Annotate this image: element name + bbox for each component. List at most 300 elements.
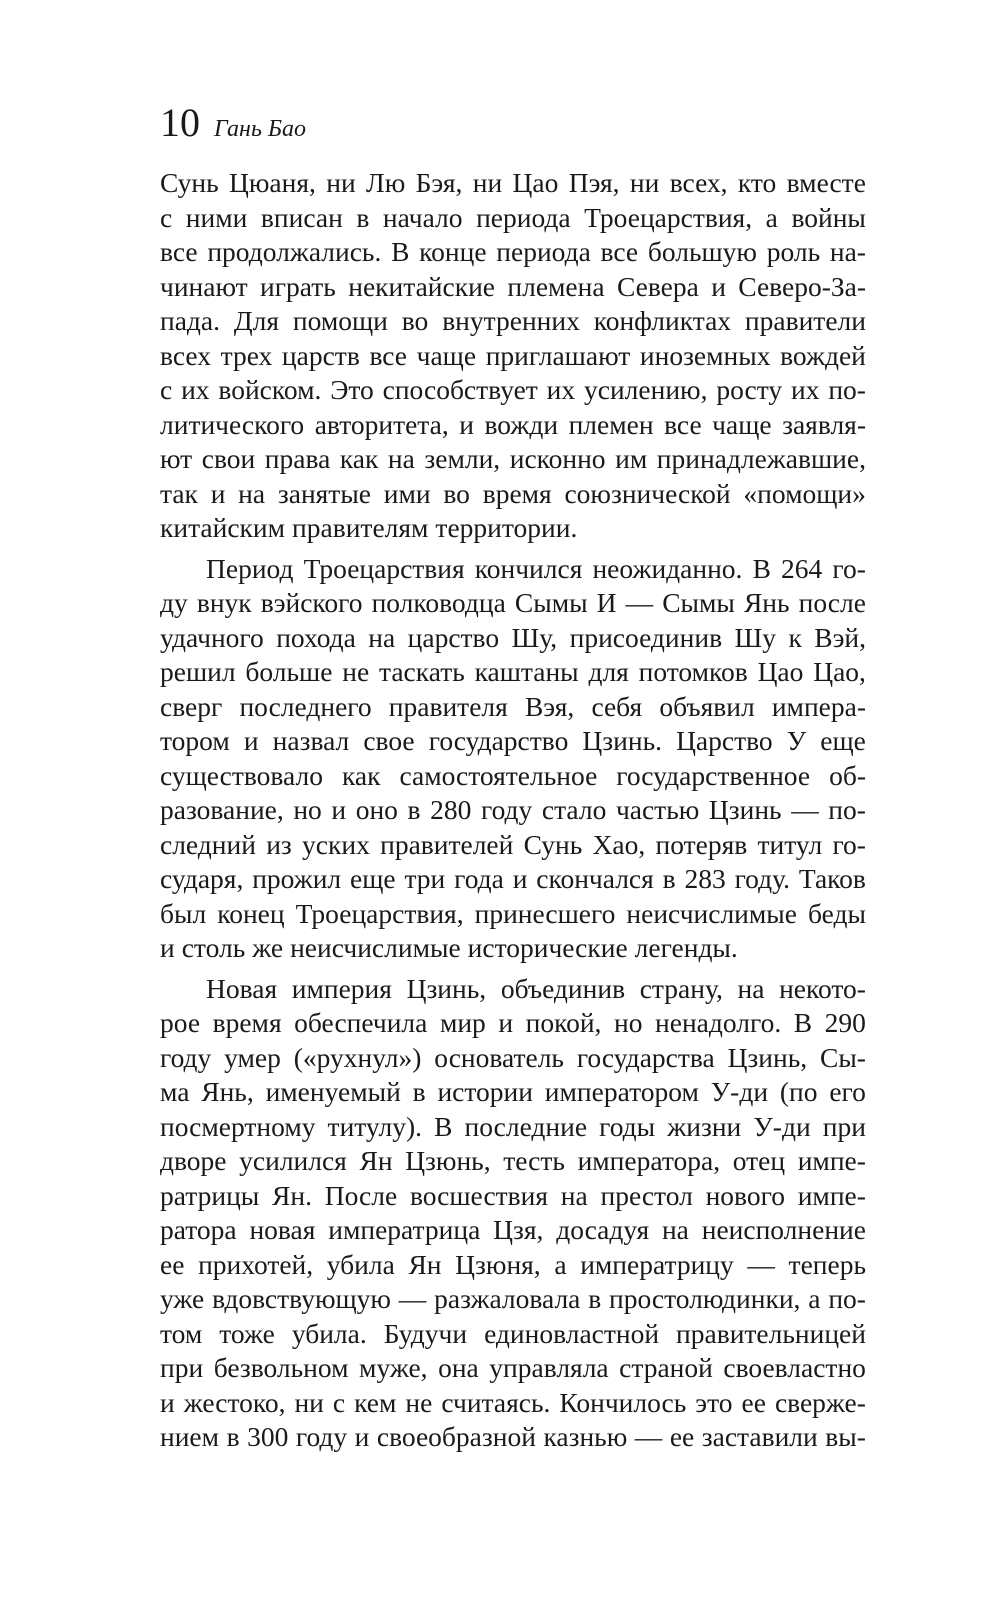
word: на bbox=[387, 443, 415, 474]
word: Цзя, bbox=[493, 1214, 544, 1245]
word: вдовствующую bbox=[212, 1283, 391, 1314]
word: еще bbox=[350, 863, 396, 894]
word: внук bbox=[196, 587, 252, 618]
word: Цзинь. bbox=[582, 725, 662, 756]
word: году bbox=[480, 794, 533, 825]
word: в bbox=[588, 1283, 602, 1314]
word: посмертному bbox=[160, 1110, 316, 1142]
word: сверже- bbox=[774, 1386, 866, 1418]
word: императрица bbox=[328, 1214, 481, 1245]
word: Сунь bbox=[523, 828, 583, 860]
word: 283 bbox=[684, 863, 726, 894]
word: присоединив bbox=[569, 621, 723, 653]
text-line bbox=[160, 408, 866, 443]
word: все bbox=[369, 339, 408, 371]
text-line bbox=[160, 655, 866, 690]
running-title: Гань Бао bbox=[214, 116, 307, 142]
word: периода bbox=[476, 201, 571, 233]
word: правительницей bbox=[676, 1317, 866, 1349]
word: государство bbox=[428, 725, 569, 756]
word: неисчислимые bbox=[290, 932, 461, 963]
text-line bbox=[160, 1075, 866, 1110]
word: объявил bbox=[659, 690, 755, 722]
running-head bbox=[160, 98, 306, 148]
word: но bbox=[293, 794, 322, 825]
word: Цзюнь, bbox=[405, 1145, 491, 1176]
word: и bbox=[711, 270, 726, 302]
word: к bbox=[788, 621, 802, 653]
word: империя bbox=[291, 972, 392, 1004]
word: но bbox=[614, 1007, 643, 1038]
word: сударя, bbox=[160, 863, 244, 894]
word: Шу, bbox=[511, 621, 558, 653]
word: в bbox=[412, 1076, 426, 1107]
word: китайским bbox=[160, 512, 286, 543]
word: Бэя, bbox=[415, 167, 463, 198]
word: У-ди bbox=[710, 1076, 769, 1107]
word: вместе bbox=[786, 167, 866, 198]
word: — bbox=[398, 1283, 427, 1314]
word: истории bbox=[437, 1076, 533, 1107]
text-line bbox=[160, 1006, 866, 1041]
word: году bbox=[160, 1041, 212, 1073]
word: себя bbox=[591, 690, 643, 722]
text-line bbox=[160, 1248, 866, 1283]
word: правители bbox=[744, 305, 866, 336]
text-line bbox=[160, 862, 866, 897]
word: своевластно bbox=[723, 1352, 866, 1383]
word: а bbox=[808, 1283, 821, 1314]
word: вписан bbox=[260, 201, 343, 233]
word: племена bbox=[507, 270, 605, 302]
word: своеобразной bbox=[376, 1421, 536, 1452]
paragraph bbox=[160, 166, 866, 546]
word: ма bbox=[160, 1076, 190, 1107]
text-line bbox=[160, 235, 866, 270]
word: авторитета, bbox=[314, 408, 449, 440]
word: убила. bbox=[291, 1317, 367, 1349]
word: Царство bbox=[676, 725, 773, 756]
word: неисчислимые bbox=[626, 897, 797, 929]
word: тесть bbox=[503, 1145, 565, 1176]
word: на bbox=[368, 621, 396, 653]
word: из bbox=[266, 828, 292, 860]
word: вождей bbox=[780, 339, 866, 371]
word: свои bbox=[201, 443, 256, 474]
text-line bbox=[160, 552, 866, 587]
word: Цзинь bbox=[708, 794, 782, 825]
word: — bbox=[634, 1421, 663, 1452]
word: прихотей, bbox=[198, 1248, 314, 1280]
word: Будучи bbox=[383, 1317, 468, 1349]
text-line bbox=[160, 442, 866, 477]
word: ни bbox=[629, 167, 660, 198]
word: и bbox=[331, 794, 347, 825]
word: ни bbox=[472, 167, 503, 198]
text-line bbox=[160, 897, 866, 932]
word: во bbox=[443, 477, 470, 509]
text-line bbox=[160, 586, 866, 621]
text-line bbox=[160, 1179, 866, 1214]
word: ют bbox=[160, 443, 193, 474]
word: «помощи» bbox=[743, 477, 866, 509]
word: именуемый bbox=[265, 1076, 401, 1107]
word: Период bbox=[206, 552, 294, 584]
word: неисполнение bbox=[701, 1214, 866, 1245]
word: права bbox=[264, 443, 331, 474]
word: прожил bbox=[252, 863, 342, 894]
word: вожди bbox=[484, 408, 559, 440]
word: обеспечила bbox=[294, 1007, 428, 1038]
word: как bbox=[341, 759, 381, 791]
word: Вэя, bbox=[524, 690, 575, 722]
word: таскать bbox=[378, 656, 465, 687]
word: и bbox=[160, 1386, 175, 1418]
word: нового bbox=[705, 1179, 785, 1211]
word: императором bbox=[544, 1076, 699, 1107]
word: Цзюня, bbox=[455, 1248, 541, 1280]
text-line bbox=[160, 931, 866, 966]
word: на- bbox=[829, 236, 866, 267]
word: сверг bbox=[160, 690, 223, 722]
text-line bbox=[160, 759, 866, 794]
word: После bbox=[324, 1179, 398, 1211]
word: продолжались. bbox=[207, 236, 382, 267]
word: Сымы bbox=[662, 587, 735, 618]
word: столь bbox=[181, 932, 246, 963]
word: время bbox=[482, 477, 552, 509]
word: занятые bbox=[277, 477, 372, 509]
word: Лю bbox=[366, 167, 406, 198]
page-number: 10 bbox=[160, 100, 200, 145]
word: мир bbox=[439, 1007, 486, 1038]
word: по- bbox=[828, 794, 866, 825]
word: Троецарствия bbox=[303, 552, 465, 584]
word: при bbox=[822, 1110, 866, 1142]
word: государственное bbox=[616, 759, 811, 791]
word: ни bbox=[294, 1386, 324, 1418]
word: всех, bbox=[669, 167, 728, 198]
word: принадлежавшие, bbox=[656, 443, 866, 474]
word: следний bbox=[160, 828, 256, 860]
word: Пэя, bbox=[568, 167, 620, 198]
word: го- bbox=[832, 552, 866, 584]
word: В bbox=[434, 1110, 453, 1142]
word: Цао bbox=[512, 167, 559, 198]
word: В bbox=[391, 236, 410, 267]
word: отец bbox=[732, 1145, 786, 1176]
text-line bbox=[160, 1110, 866, 1145]
word: Сымы bbox=[514, 587, 588, 618]
word: Ян bbox=[408, 1248, 442, 1280]
word: новая bbox=[249, 1214, 316, 1245]
word: чаще bbox=[416, 339, 477, 371]
word: все bbox=[664, 408, 702, 440]
word: их bbox=[546, 374, 576, 405]
word: управляла bbox=[489, 1352, 609, 1383]
word: — bbox=[791, 794, 819, 825]
word: 300 bbox=[247, 1421, 289, 1452]
word: периода bbox=[496, 236, 591, 267]
text-line bbox=[160, 621, 866, 656]
word: способствует bbox=[382, 374, 538, 405]
word: не bbox=[342, 656, 370, 687]
word: разование, bbox=[160, 794, 284, 825]
word: и bbox=[459, 408, 474, 440]
text-line bbox=[160, 166, 866, 201]
word: Сунь bbox=[160, 167, 219, 198]
text-line bbox=[160, 690, 866, 725]
word: а bbox=[554, 1248, 567, 1280]
word: конфликтах bbox=[593, 305, 732, 336]
word: при bbox=[160, 1352, 204, 1383]
word: Это bbox=[330, 374, 374, 405]
text-line bbox=[160, 1351, 866, 1386]
word: еще bbox=[820, 725, 866, 756]
word: и bbox=[210, 477, 226, 509]
paragraph bbox=[160, 972, 866, 1455]
word: на bbox=[661, 1214, 689, 1245]
text-line bbox=[160, 828, 866, 863]
word: уже bbox=[160, 1283, 205, 1314]
text-line bbox=[160, 1213, 866, 1248]
word: ду bbox=[160, 587, 188, 618]
word: У bbox=[786, 725, 807, 756]
word: беды bbox=[808, 897, 866, 929]
word: и bbox=[512, 863, 528, 894]
word: умер bbox=[224, 1041, 281, 1073]
text-line bbox=[160, 1317, 866, 1352]
word: Шу bbox=[734, 621, 776, 653]
word: их bbox=[790, 374, 820, 405]
word: на bbox=[238, 477, 266, 509]
word: это bbox=[695, 1386, 733, 1418]
word: казнью bbox=[543, 1421, 628, 1452]
text-line bbox=[160, 1041, 866, 1076]
word: императора, bbox=[577, 1145, 721, 1176]
word: импера- bbox=[771, 690, 866, 722]
word: некитайские bbox=[348, 270, 495, 302]
text-line bbox=[160, 270, 866, 305]
word: Ян bbox=[359, 1145, 393, 1176]
word: дворе bbox=[160, 1145, 227, 1176]
word: и bbox=[243, 725, 259, 756]
word: усилился bbox=[239, 1145, 347, 1176]
word: Ян. bbox=[272, 1179, 312, 1211]
word: Троецарствия, bbox=[295, 897, 464, 929]
word: свое bbox=[363, 725, 415, 756]
word: играть bbox=[260, 270, 336, 302]
word: трех bbox=[220, 339, 273, 371]
word: кто bbox=[737, 167, 777, 198]
word: Вэй, bbox=[814, 621, 866, 653]
word: году. bbox=[734, 863, 790, 894]
word: годы bbox=[599, 1110, 656, 1142]
word: основатель bbox=[434, 1041, 564, 1073]
word: все bbox=[600, 236, 639, 267]
word: кем bbox=[354, 1386, 397, 1418]
word: Цюаня, bbox=[229, 167, 316, 198]
word: безвольном bbox=[213, 1352, 349, 1383]
word: страну, bbox=[639, 972, 723, 1004]
word: принесшего bbox=[474, 897, 616, 929]
word: об- bbox=[829, 759, 866, 791]
word: государства bbox=[576, 1041, 715, 1073]
text-line bbox=[160, 373, 866, 408]
word: для bbox=[588, 656, 629, 687]
word: оно bbox=[355, 794, 398, 825]
word: ненадолго. bbox=[655, 1007, 782, 1038]
word: исконно bbox=[509, 443, 606, 474]
word: считаясь. bbox=[441, 1386, 551, 1418]
word: племен bbox=[568, 408, 654, 440]
word: по- bbox=[828, 374, 866, 405]
word: тором bbox=[160, 725, 230, 756]
word: роль bbox=[766, 236, 821, 267]
word: тоже bbox=[219, 1317, 275, 1349]
word: Кончилось bbox=[559, 1386, 687, 1418]
word: Северо-За- bbox=[738, 270, 866, 302]
word: — bbox=[747, 1248, 775, 1280]
word: потеряв bbox=[655, 828, 748, 860]
word: («рухнул») bbox=[293, 1041, 422, 1073]
word: Цао bbox=[757, 656, 804, 687]
word: решил bbox=[160, 656, 236, 687]
word: союзнической bbox=[564, 477, 731, 509]
word: чаще bbox=[712, 408, 772, 440]
paragraph bbox=[160, 552, 866, 966]
word: с bbox=[160, 374, 173, 405]
word: импе- bbox=[797, 1179, 866, 1211]
word: титул bbox=[757, 828, 823, 860]
word: жизни bbox=[667, 1110, 742, 1142]
word: Севера bbox=[616, 270, 699, 302]
word: ее bbox=[741, 1386, 766, 1418]
word: иноземных bbox=[639, 339, 771, 371]
word: легенды. bbox=[634, 932, 738, 963]
word: ее bbox=[160, 1248, 185, 1280]
word: царство bbox=[407, 621, 500, 653]
word: императрицу bbox=[580, 1248, 734, 1280]
word: единовластной bbox=[484, 1317, 660, 1349]
word: заставили bbox=[701, 1421, 818, 1452]
text-line bbox=[160, 477, 866, 512]
word: престол bbox=[600, 1179, 693, 1211]
word: внутренних bbox=[442, 305, 580, 336]
word: им bbox=[615, 443, 648, 474]
word: удачного bbox=[160, 621, 264, 653]
word: ратрицы bbox=[160, 1179, 260, 1211]
word: Для bbox=[233, 305, 280, 336]
word: У-ди bbox=[753, 1110, 811, 1142]
word: Цзинь, bbox=[727, 1041, 808, 1073]
word: разжаловала bbox=[434, 1283, 581, 1314]
text-line bbox=[160, 972, 866, 1007]
word: — bbox=[625, 587, 654, 618]
word: Янь bbox=[743, 587, 790, 618]
word: в bbox=[662, 863, 676, 894]
word: ни bbox=[326, 167, 356, 198]
text-line bbox=[160, 511, 866, 546]
word: Таков bbox=[798, 863, 866, 894]
word: правителя bbox=[388, 690, 508, 722]
word: последние bbox=[464, 1110, 588, 1142]
word: все bbox=[160, 236, 198, 267]
word: потомков bbox=[638, 656, 748, 687]
word: стало bbox=[541, 794, 607, 825]
word: литического bbox=[160, 408, 305, 440]
word: го- bbox=[832, 828, 866, 860]
word: и bbox=[498, 1007, 514, 1038]
word: В bbox=[793, 1007, 813, 1038]
word: вэйского bbox=[260, 587, 363, 618]
word: том bbox=[160, 1317, 203, 1349]
word: вы- bbox=[825, 1421, 866, 1452]
word: 280 bbox=[430, 794, 472, 825]
word: начало bbox=[382, 201, 463, 233]
text-line bbox=[160, 304, 866, 339]
word: исторические bbox=[467, 932, 628, 963]
word: Хао, bbox=[592, 828, 646, 860]
word: в bbox=[226, 1421, 240, 1452]
word: Сы- bbox=[819, 1041, 866, 1073]
word: войны bbox=[791, 201, 866, 233]
word: простолюдинки, bbox=[609, 1283, 801, 1314]
word: и bbox=[354, 1421, 370, 1452]
word: их bbox=[181, 374, 210, 405]
word: конец bbox=[217, 897, 285, 929]
word: самостоятельное bbox=[399, 759, 598, 791]
word: ними bbox=[185, 201, 248, 233]
word: и bbox=[160, 932, 175, 963]
word: три bbox=[404, 863, 446, 894]
word: 290 bbox=[824, 1007, 866, 1038]
word: восшествия bbox=[409, 1179, 549, 1211]
word: Цзинь, bbox=[406, 972, 487, 1004]
word: войском. bbox=[218, 374, 322, 405]
word: так bbox=[160, 477, 198, 509]
word: больше bbox=[245, 656, 333, 687]
word: не bbox=[405, 1386, 433, 1418]
text-line bbox=[160, 1282, 866, 1317]
word: существовало bbox=[160, 759, 323, 791]
word: в bbox=[407, 794, 421, 825]
word: земли, bbox=[424, 443, 501, 474]
word: похода bbox=[276, 621, 356, 653]
word: назвал bbox=[272, 725, 350, 756]
word: же bbox=[252, 932, 284, 963]
word: Цао, bbox=[813, 656, 866, 687]
word: росту bbox=[716, 374, 783, 405]
word: ее bbox=[669, 1421, 695, 1452]
word: жестоко, bbox=[183, 1386, 286, 1418]
word: нием bbox=[160, 1421, 220, 1452]
word: частью bbox=[615, 794, 700, 825]
word: помощи bbox=[292, 305, 388, 336]
word: правителей bbox=[380, 828, 514, 860]
word: а bbox=[765, 201, 778, 233]
word: большую bbox=[647, 236, 757, 267]
text-line bbox=[160, 724, 866, 759]
word: его bbox=[829, 1076, 866, 1107]
word: Троецарствия, bbox=[584, 201, 753, 233]
word: она bbox=[438, 1352, 479, 1383]
word: с bbox=[332, 1386, 346, 1418]
word: на bbox=[737, 972, 765, 1004]
word: царств bbox=[281, 339, 360, 371]
text-line bbox=[160, 201, 866, 236]
word: по- bbox=[828, 1283, 866, 1314]
